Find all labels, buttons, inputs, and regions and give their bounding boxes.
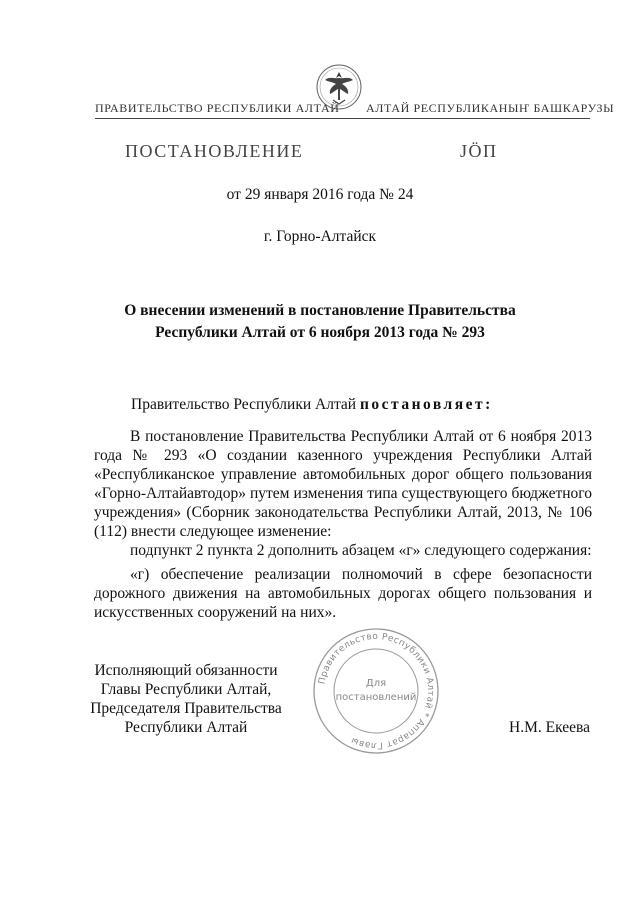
- document-title: [0, 300, 640, 344]
- para1-line: «Горно-Алтайавтодор» путем изменения типа существующего бюджетного: [94, 485, 592, 502]
- date-line: от 29 января 2016 года № 24: [226, 186, 414, 203]
- stamp-ring-text: Правительство Республики Алтай * Аппарат Главы: [317, 631, 436, 751]
- para3-line: «г) обеспечение реализации полномочий в сфере безопасности: [130, 566, 592, 583]
- doc-kind-alt: ЈӦП: [460, 141, 498, 161]
- title-line-2: Республики Алтай от 6 ноября 2013 года № 293: [155, 324, 485, 341]
- intro-line: [131, 395, 493, 414]
- title-line-1: О внесении изменений в постановление Правительства: [124, 302, 516, 319]
- intro-verb: постановляет:: [359, 396, 493, 413]
- city-line: г. Горно-Алтайск: [263, 228, 377, 245]
- para1-line: года № 293 «О создании казенного учреждения Республики Алтай: [94, 447, 592, 464]
- para3-line: дорожного движения на автомобильных дорогах общего пользования и: [94, 585, 592, 602]
- stamp-inner-line-2: постановлений: [335, 692, 417, 703]
- position-line: Исполняющий обязанности: [94, 662, 278, 679]
- para1-line: учреждения» (Сборник законодательства Республики Алтай, 2013, № 106: [94, 504, 592, 521]
- stamp-inner-line-1: Для: [365, 678, 387, 689]
- para1-line: В постановление Правительства Республики Алтай от 6 ноября 2013: [130, 428, 592, 445]
- position-line: Главы Республики Алтай,: [100, 681, 272, 698]
- position-line: Республики Алтай: [124, 719, 248, 736]
- paragraph-1: [94, 427, 592, 541]
- position-line: Председателя Правительства: [90, 700, 282, 717]
- para1-line: «Республиканское управление автомобильных дорог общего пользования: [94, 466, 592, 483]
- signatory-position: [86, 661, 286, 737]
- doc-kind-ru: ПОСТАНОВЛЕНИЕ: [125, 141, 304, 161]
- paragraph-3: [94, 548, 592, 622]
- para3-line: искусственных сооружений на них».: [94, 604, 337, 621]
- header-divider: [95, 118, 590, 119]
- paragraph-2: подпункт 2 пункта 2 дополнить абзацем «г» следующего содержания:: [130, 542, 592, 559]
- para1-line: (112) внести следующее изменение:: [94, 523, 332, 540]
- signatory-name: Н.М. Екеева: [509, 719, 590, 736]
- header-left-text: ПРАВИТЕЛЬСТВО РЕСПУБЛИКИ АЛТАЙ: [95, 101, 340, 115]
- header-right-text: АЛТАЙ РЕСПУБЛИКАНЫҤ БАШКАРУЗЫ: [366, 101, 615, 115]
- intro-text: Правительство Республики Алтай: [131, 396, 357, 413]
- official-stamp: [311, 626, 441, 756]
